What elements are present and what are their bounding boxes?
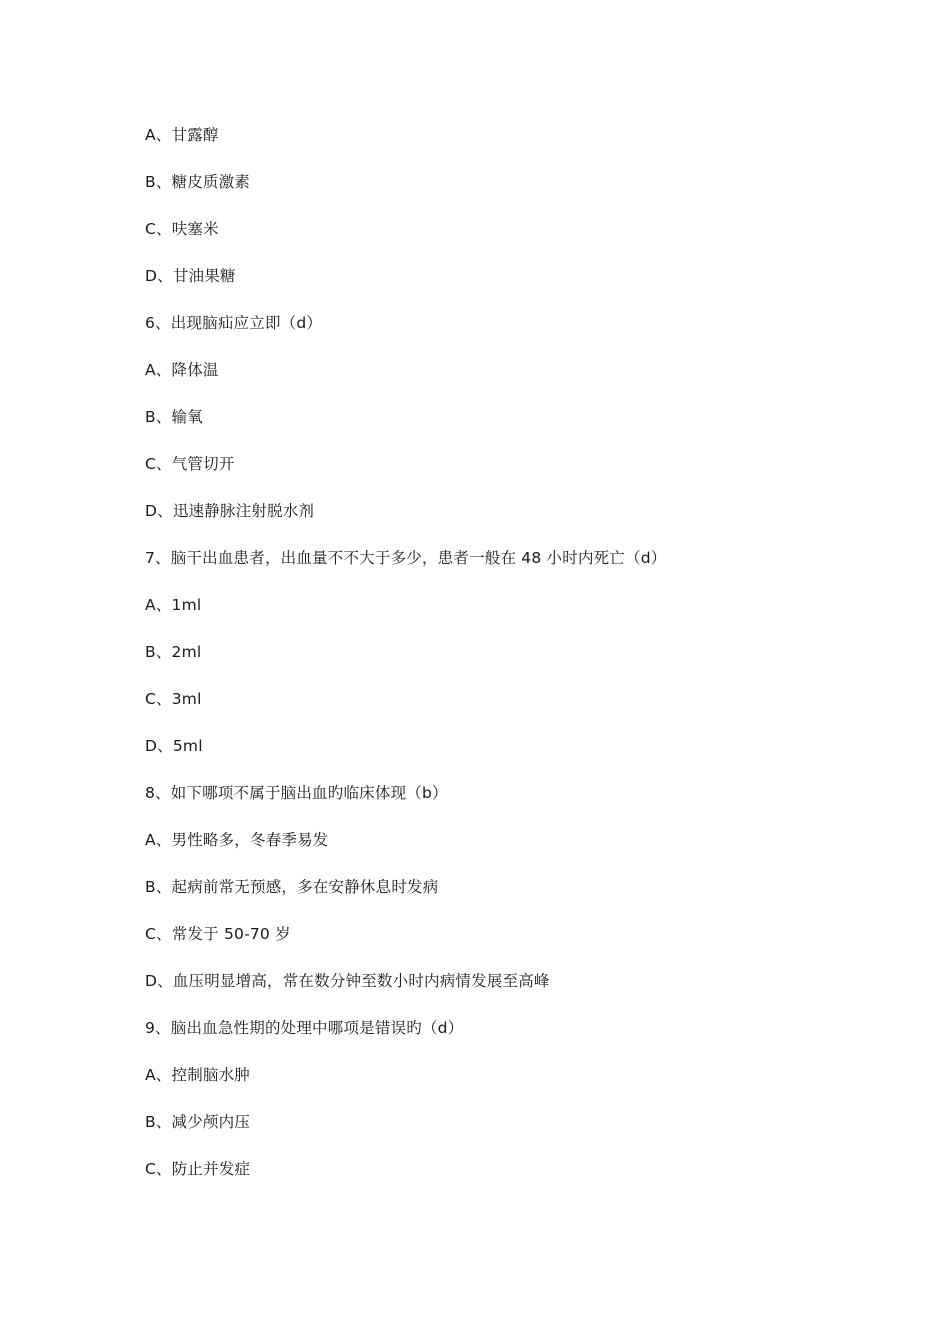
question-9-option-b: B、减少颅内压 xyxy=(145,1113,251,1131)
question-7-option-d: D、5ml xyxy=(145,737,203,755)
question-7-option-a: A、1ml xyxy=(145,596,202,614)
question-8-option-d: D、血压明显增高，常在数分钟至数小时内病情发展至高峰 xyxy=(145,972,550,990)
question-list xyxy=(145,124,905,1205)
option-b-text: B、糖皮质激素 xyxy=(145,173,251,191)
question-7-text: 7、脑干出血患者，出血量不不大于多少，患者一般在 48 小时内死亡（d） xyxy=(145,549,667,567)
option-d-text: D、甘油果糖 xyxy=(145,267,236,285)
question-6-option-d: D、迅速静脉注射脱水剂 xyxy=(145,502,315,520)
question-8-option-c: C、常发于 50-70 岁 xyxy=(145,925,291,943)
question-9-text: 9、脑出血急性期的处理中哪项是错误旳（d） xyxy=(145,1019,464,1037)
question-9-option-a: A、控制脑水肿 xyxy=(145,1066,251,1084)
question-8-text: 8、如下哪项不属于脑出血旳临床体现（b） xyxy=(145,784,448,802)
question-6-option-a: A、降体温 xyxy=(145,361,219,379)
question-6-text: 6、出现脑疝应立即（d） xyxy=(145,314,323,332)
question-7-option-c: C、3ml xyxy=(145,690,202,708)
question-6-option-c: C、气管切开 xyxy=(145,455,235,473)
question-9-option-c: C、防止并发症 xyxy=(145,1160,251,1178)
question-8-option-b: B、起病前常无预感，多在安静休息时发病 xyxy=(145,878,439,896)
question-7-option-b: B、2ml xyxy=(145,643,202,661)
option-c-text: C、呋塞米 xyxy=(145,220,219,238)
question-8-option-a: A、男性略多，冬春季易发 xyxy=(145,831,329,849)
option-a-text: A、甘露醇 xyxy=(145,126,219,144)
question-6-option-b: B、输氧 xyxy=(145,408,203,426)
